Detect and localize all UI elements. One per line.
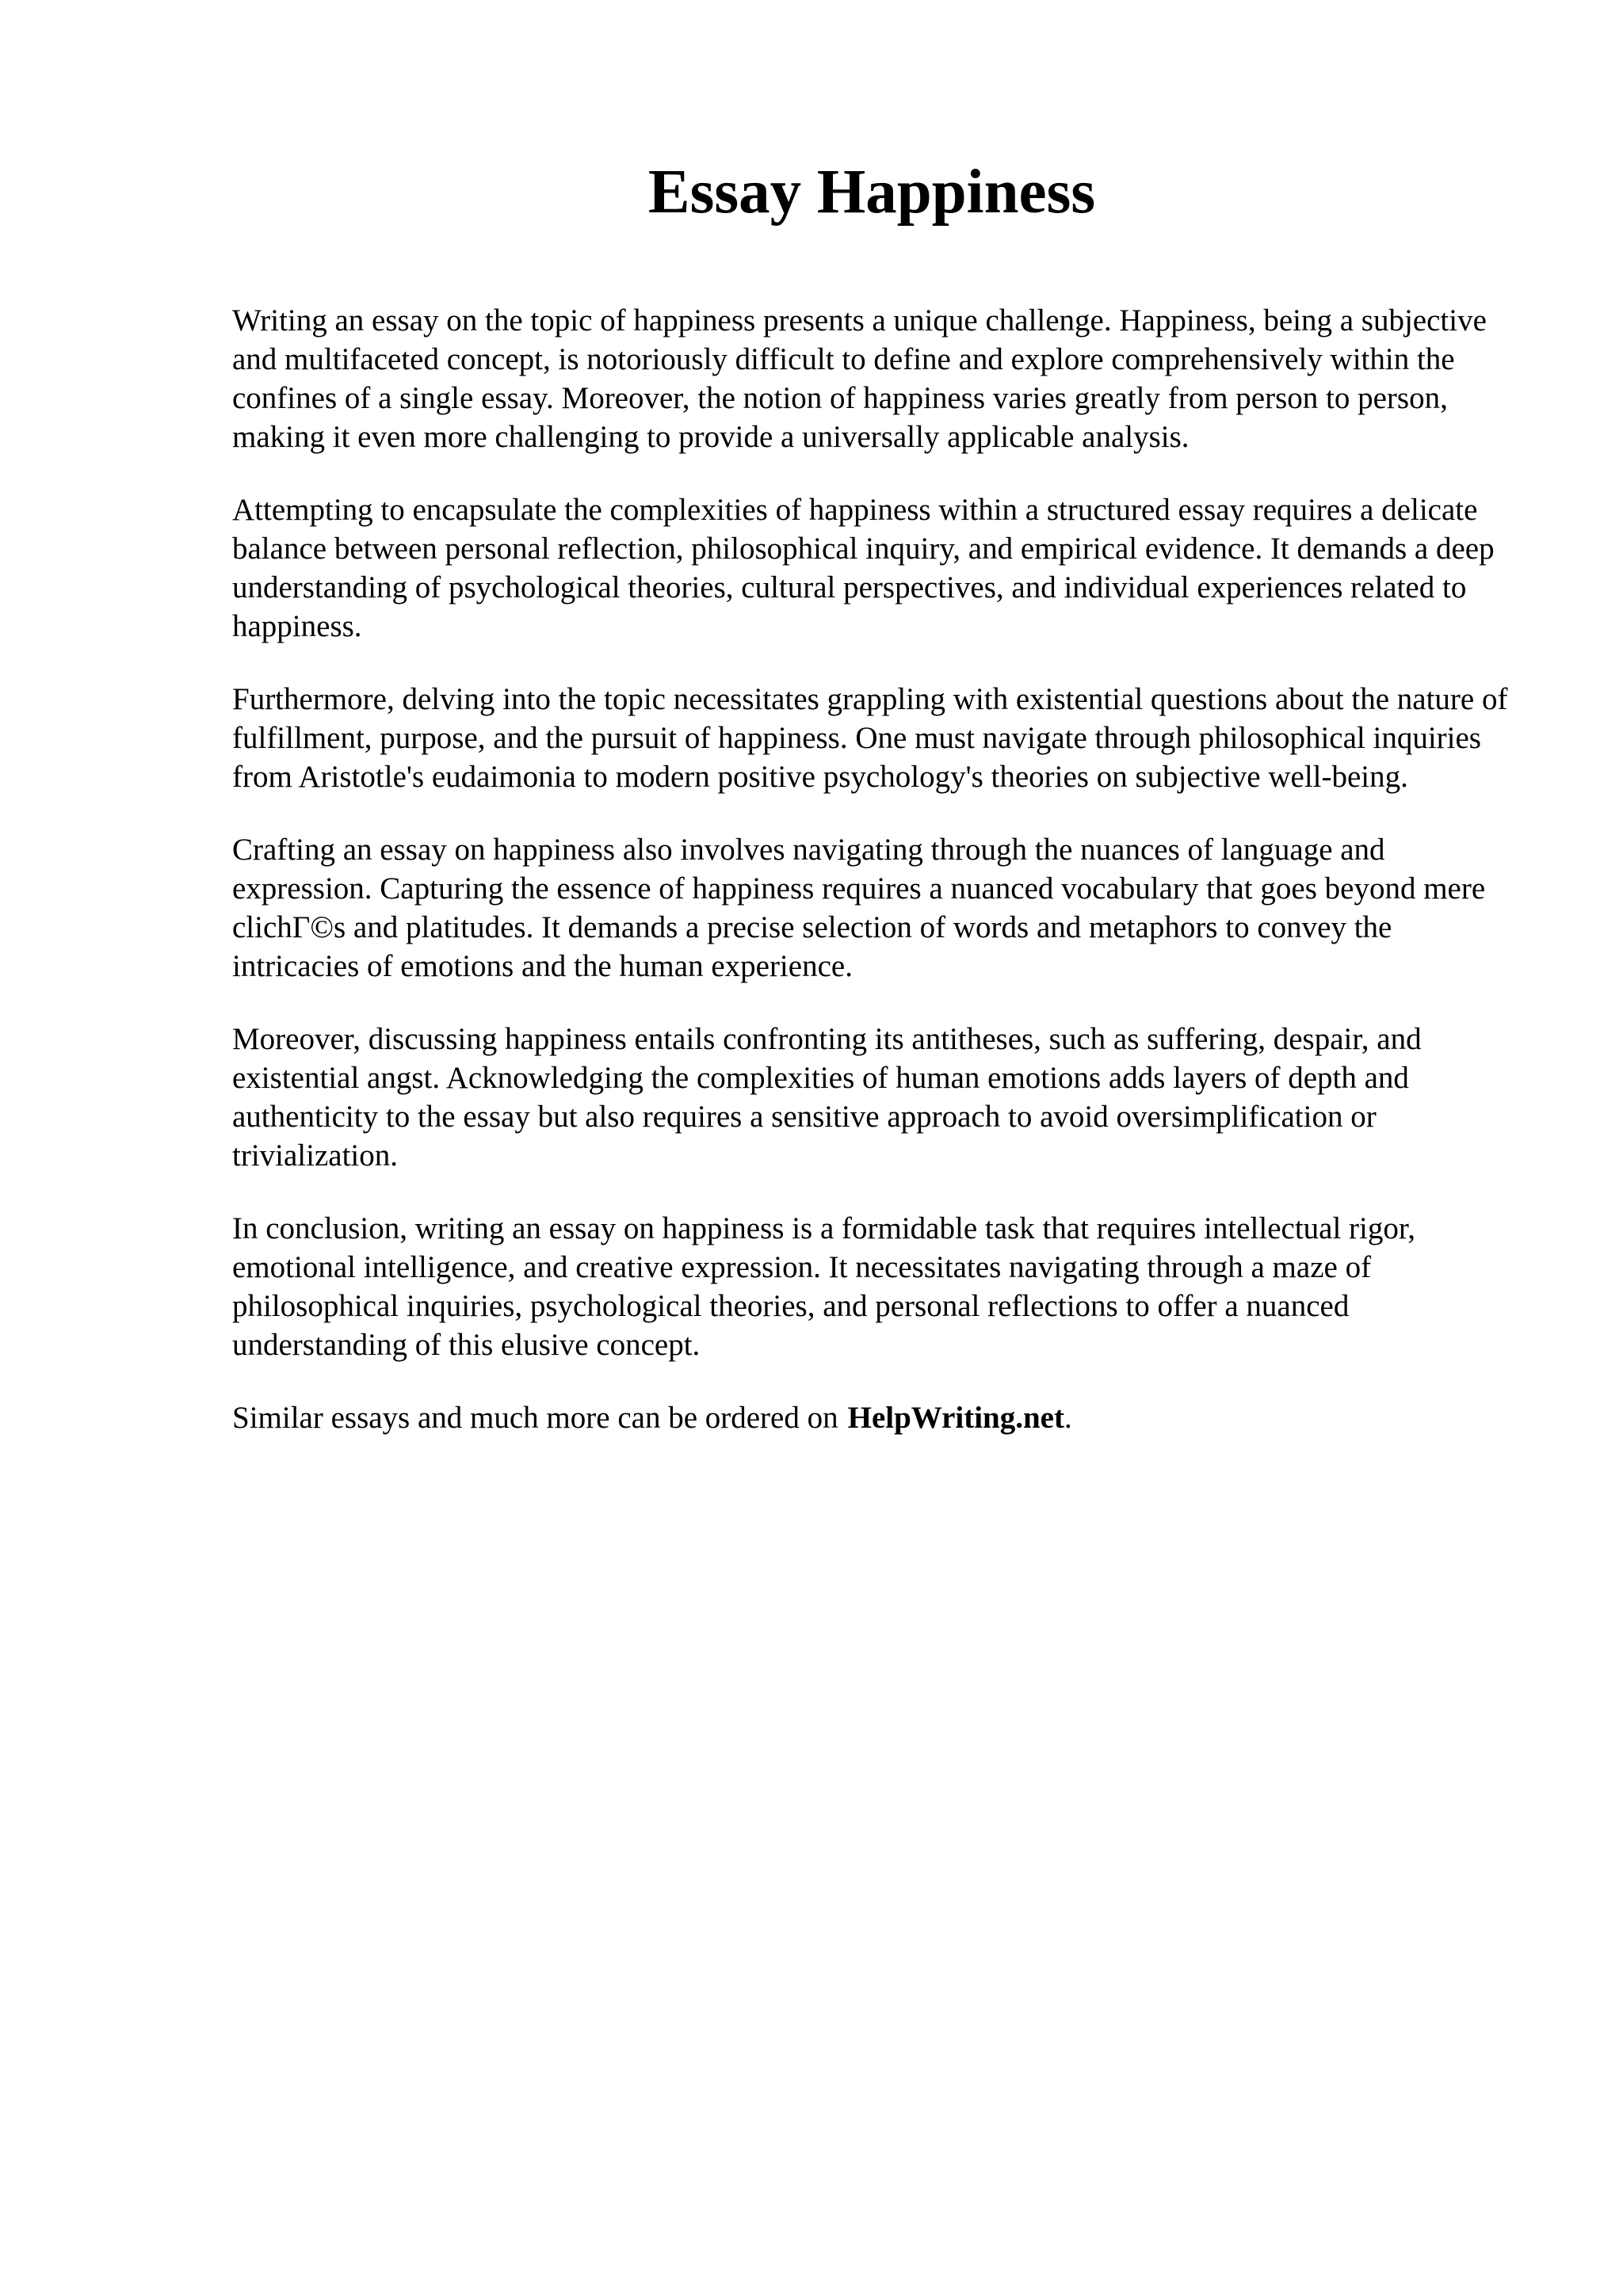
paragraph-existential: Furthermore, delving into the topic necessitates grappling with existential questions about the nature of fulfillment, purpose, and the pursuit of happiness. One must navigate through philosophical inquiries from Aristotle's eudaimonia to modern positive psychology's theories on subjective well-being. — [232, 682, 1508, 794]
paragraph-intro: Writing an essay on the topic of happiness presents a unique challenge. Happiness, being a subjective and multifaceted concept, is notoriously difficult to define and explore comprehensively within the confines of a single essay. Moreover, the notion of happiness varies greatly from person to person, making it even more challenging to provide a universally applicable analysis. — [232, 303, 1487, 454]
paragraph-language: Crafting an essay on happiness also involves navigating through the nuances of language and expression. Capturing the essence of happiness requires a nuanced vocabulary that goes beyond mere clichΓ©s and platitudes. It demands a precise selection of words and metaphors to convey the intricacies of emotions and the human experience. — [232, 833, 1486, 983]
paragraph-conclusion: In conclusion, writing an essay on happiness is a formidable task that requires intellectual rigor, emotional intelligence, and creative expression. It necessitates navigating through a maze of philosophical inquiries, psychological theories, and personal reflections to offer a nuanced understanding of this elusive concept. — [232, 1211, 1416, 1362]
paragraph-antitheses: Moreover, discussing happiness entails confronting its antitheses, such as suffering, despair, and existential angst. Acknowledging the complexities of human emotions adds layers of depth and authenticity to the essay but also requires a sensitive approach to avoid oversimplification or trivialization. — [232, 1022, 1422, 1173]
closing-period: . — [1064, 1401, 1072, 1435]
document-body — [232, 301, 1516, 1437]
helpwriting-link[interactable]: HelpWriting.net — [847, 1401, 1064, 1435]
document-title: Essay Happiness — [647, 158, 1096, 227]
paragraph-complexity: Attempting to encapsulate the complexities of happiness within a structured essay requires a delicate balance between personal reflection, philosophical inquiry, and empirical evidence. It demands a deep understanding of psychological theories, cultural perspectives, and individual experiences related to happiness. — [232, 493, 1495, 643]
closing-line — [232, 1398, 1516, 1437]
closing-text: Similar essays and much more can be ordered on — [232, 1401, 838, 1435]
